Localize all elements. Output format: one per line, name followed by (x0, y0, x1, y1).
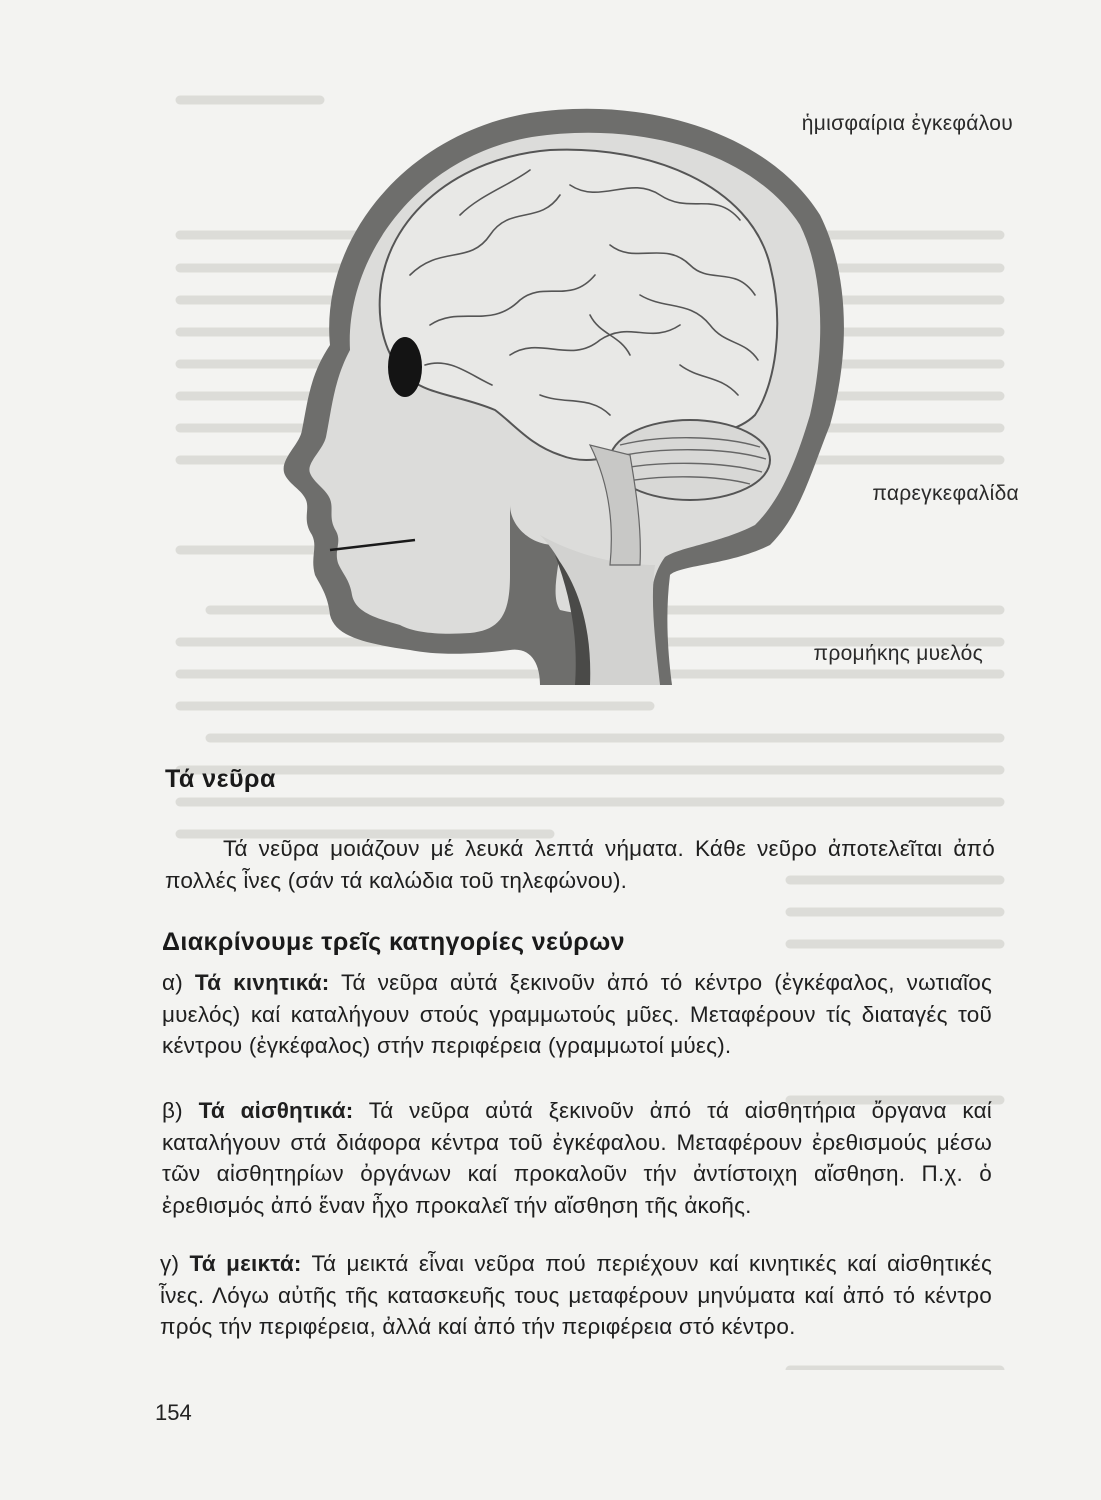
label-cerebellum: παρεγκεφαλίδα (872, 482, 1019, 505)
item-term: Τά κινητικά: (194, 970, 330, 995)
list-item-motor-nerves (162, 967, 992, 1062)
item-marker: γ) (160, 1251, 180, 1276)
label-medulla-oblongata: προμήκης μυελός (813, 642, 983, 665)
item-marker: β) (162, 1098, 183, 1123)
list-item-mixed-nerves (160, 1248, 992, 1343)
label-cerebral-hemispheres: ἡμισφαίρια ἐγκεφάλου (801, 112, 1013, 135)
intro-paragraph: Τά νεῦρα μοιάζουν μέ λευκά λεπτά νήματα. Κάθε νεῦρο ἀποτελεῖται ἀπό πολλές ἶνες (σάν τά καλώδια τοῦ τηλεφώνου). (165, 836, 995, 893)
section-title: Τά νεῦρα (165, 765, 276, 793)
subheading: Διακρίνουμε τρεῖς κατηγορίες νεύρων (162, 928, 625, 956)
item-marker: α) (162, 970, 183, 995)
item-term: Τά μεικτά: (189, 1251, 302, 1276)
head-brain-illustration (210, 95, 850, 685)
item-text: Τά μεικτά εἶναι νεῦρα πού περιέχουν καί κινητικές καί αἰσθητικές ἶνες. Λόγω αὐτῆς τῆς κατασκευῆς τους μεταφέρουν μηνύματα καί ἀπό τό κέντρο πρός τήν περιφέρεια, ἀλλά καί ἀπό τήν περιφέρεια στό κέντρο. (160, 1251, 993, 1339)
list-item-sensory-nerves (162, 1095, 992, 1221)
item-text: Τά νεῦρα αὐτά ξεκινοῦν ἀπό τό κέντρο (ἐγκέφαλος, νωτιαῖος μυελός) καί καταλήγουν στούς γραμμωτούς μῦες. Μεταφέρουν τίς διαταγές τοῦ κέντρου (ἐγκέφαλος) στήν περιφέρεια (γραμμωτοί μύες). (162, 970, 992, 1058)
item-text: Τά νεῦρα αὐτά ξεκινοῦν ἀπό τά αἰσθητήρια ὄργανα καί καταλήγουν στά διάφορα κέντρα τοῦ ἐγκέφαλου. Μεταφέρουν ἐρεθισμούς μέσω τῶν αἰσθητηρίων ὀργάνων καί προκαλοῦν τήν ἀντίστοιχη αἴσθηση. Π.χ. ὁ ἐρεθισμός ἀπό ἕναν ἦχο προκαλεῖ τήν αἴσθηση τῆς ἀκοῆς. (162, 1098, 992, 1218)
page-number: 154 (155, 1400, 192, 1425)
item-term: Τά αἰσθητικά: (198, 1098, 354, 1123)
eye (388, 337, 422, 397)
